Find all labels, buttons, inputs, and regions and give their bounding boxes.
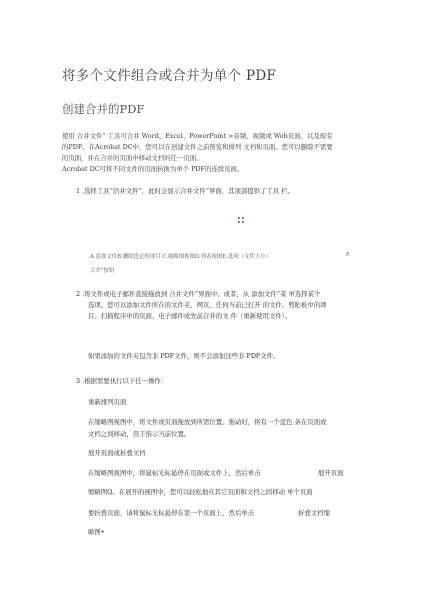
toolbar-caption: A.添加文件B.删除选定的项目 C.缩略图视图D.列表视图E.选项（文件大小） [90,254,272,260]
step-2-line: 目、扫描程序中的页面、电子邮件或先前合并的文 件（重新使用文件）。 [88,312,292,320]
subsection-body: 缩略图Q。在展开的视图中，您可以轻松地在其它页面和文档之间移动 单个页面 [88,488,313,496]
intro-line: 使用 合并文件” 工具可合并 Word、Excel、PowerPoint >音频、视频或 Web页面，以及现有 [62,132,333,140]
intro-line: 的页面，并在合并的页面中移动文档的任一页面。 [62,154,203,162]
toolbar-caption-suffix: F. [346,252,351,258]
subsection-body: 文档之间移动，用于指示当前位置。 [88,430,191,438]
subsection-heading: 重新排列页面 [88,398,127,406]
subsection-heading: 展开页面或折叠文档 [88,449,146,457]
step-2: 2 .将文件或电子邮件直接拖放到 合并文件”界面中。或者，从 添加文件”菜 单选择某个 [76,290,321,298]
step-1: 1 .选择工具”洽并文件”，此时会显示合并文件”界面，其顶部提供了工具 栏。 [76,187,295,195]
intro-line: 的PDF。在Acrobat DC中，您可以在创建文件之前预览和排列 文档和页面。您可以删除不需要 [62,143,333,151]
step-2-line: 选项。您可以添加文件所在的文件夹、网页、任何当前已打开 的文件、剪贴板中的项 [88,301,327,309]
subsection-body: 要折叠页面，请将鼠标光标悬停在第一个页面上，然后单击 [88,509,255,517]
grid-icon [238,217,244,223]
subsection-body-link: 展开页面 [318,469,344,477]
subsection-body: 在缩略图视图中，将文件或页面拖放到所需位置。拖动时，将有一个蓝色 条在页面或 [88,418,327,426]
subsection-body: 在缩略图视图中，将鼠标光标悬停在页面或文件上，然后单击 [88,469,261,477]
note: 如果添加的文件夹包含非 PDF文件，则不会添加这些非 PDF文件。 [88,352,280,360]
section-heading: 创建合并的PDF [62,102,145,116]
intro-line: Acrobat DC可将不同文件的页面转换为单个 PDF的连续页面。 [62,165,244,173]
step-3: 3 .根据需要执行以下任一操作： [76,377,168,385]
subsection-body: 略图• [88,528,105,536]
page-title: 将多个文件组合或合并为单个 PDF [62,68,277,84]
toolbar-caption: 合并”按钮 [90,268,115,274]
subsection-body-link: 折叠文档缩 [298,509,330,517]
